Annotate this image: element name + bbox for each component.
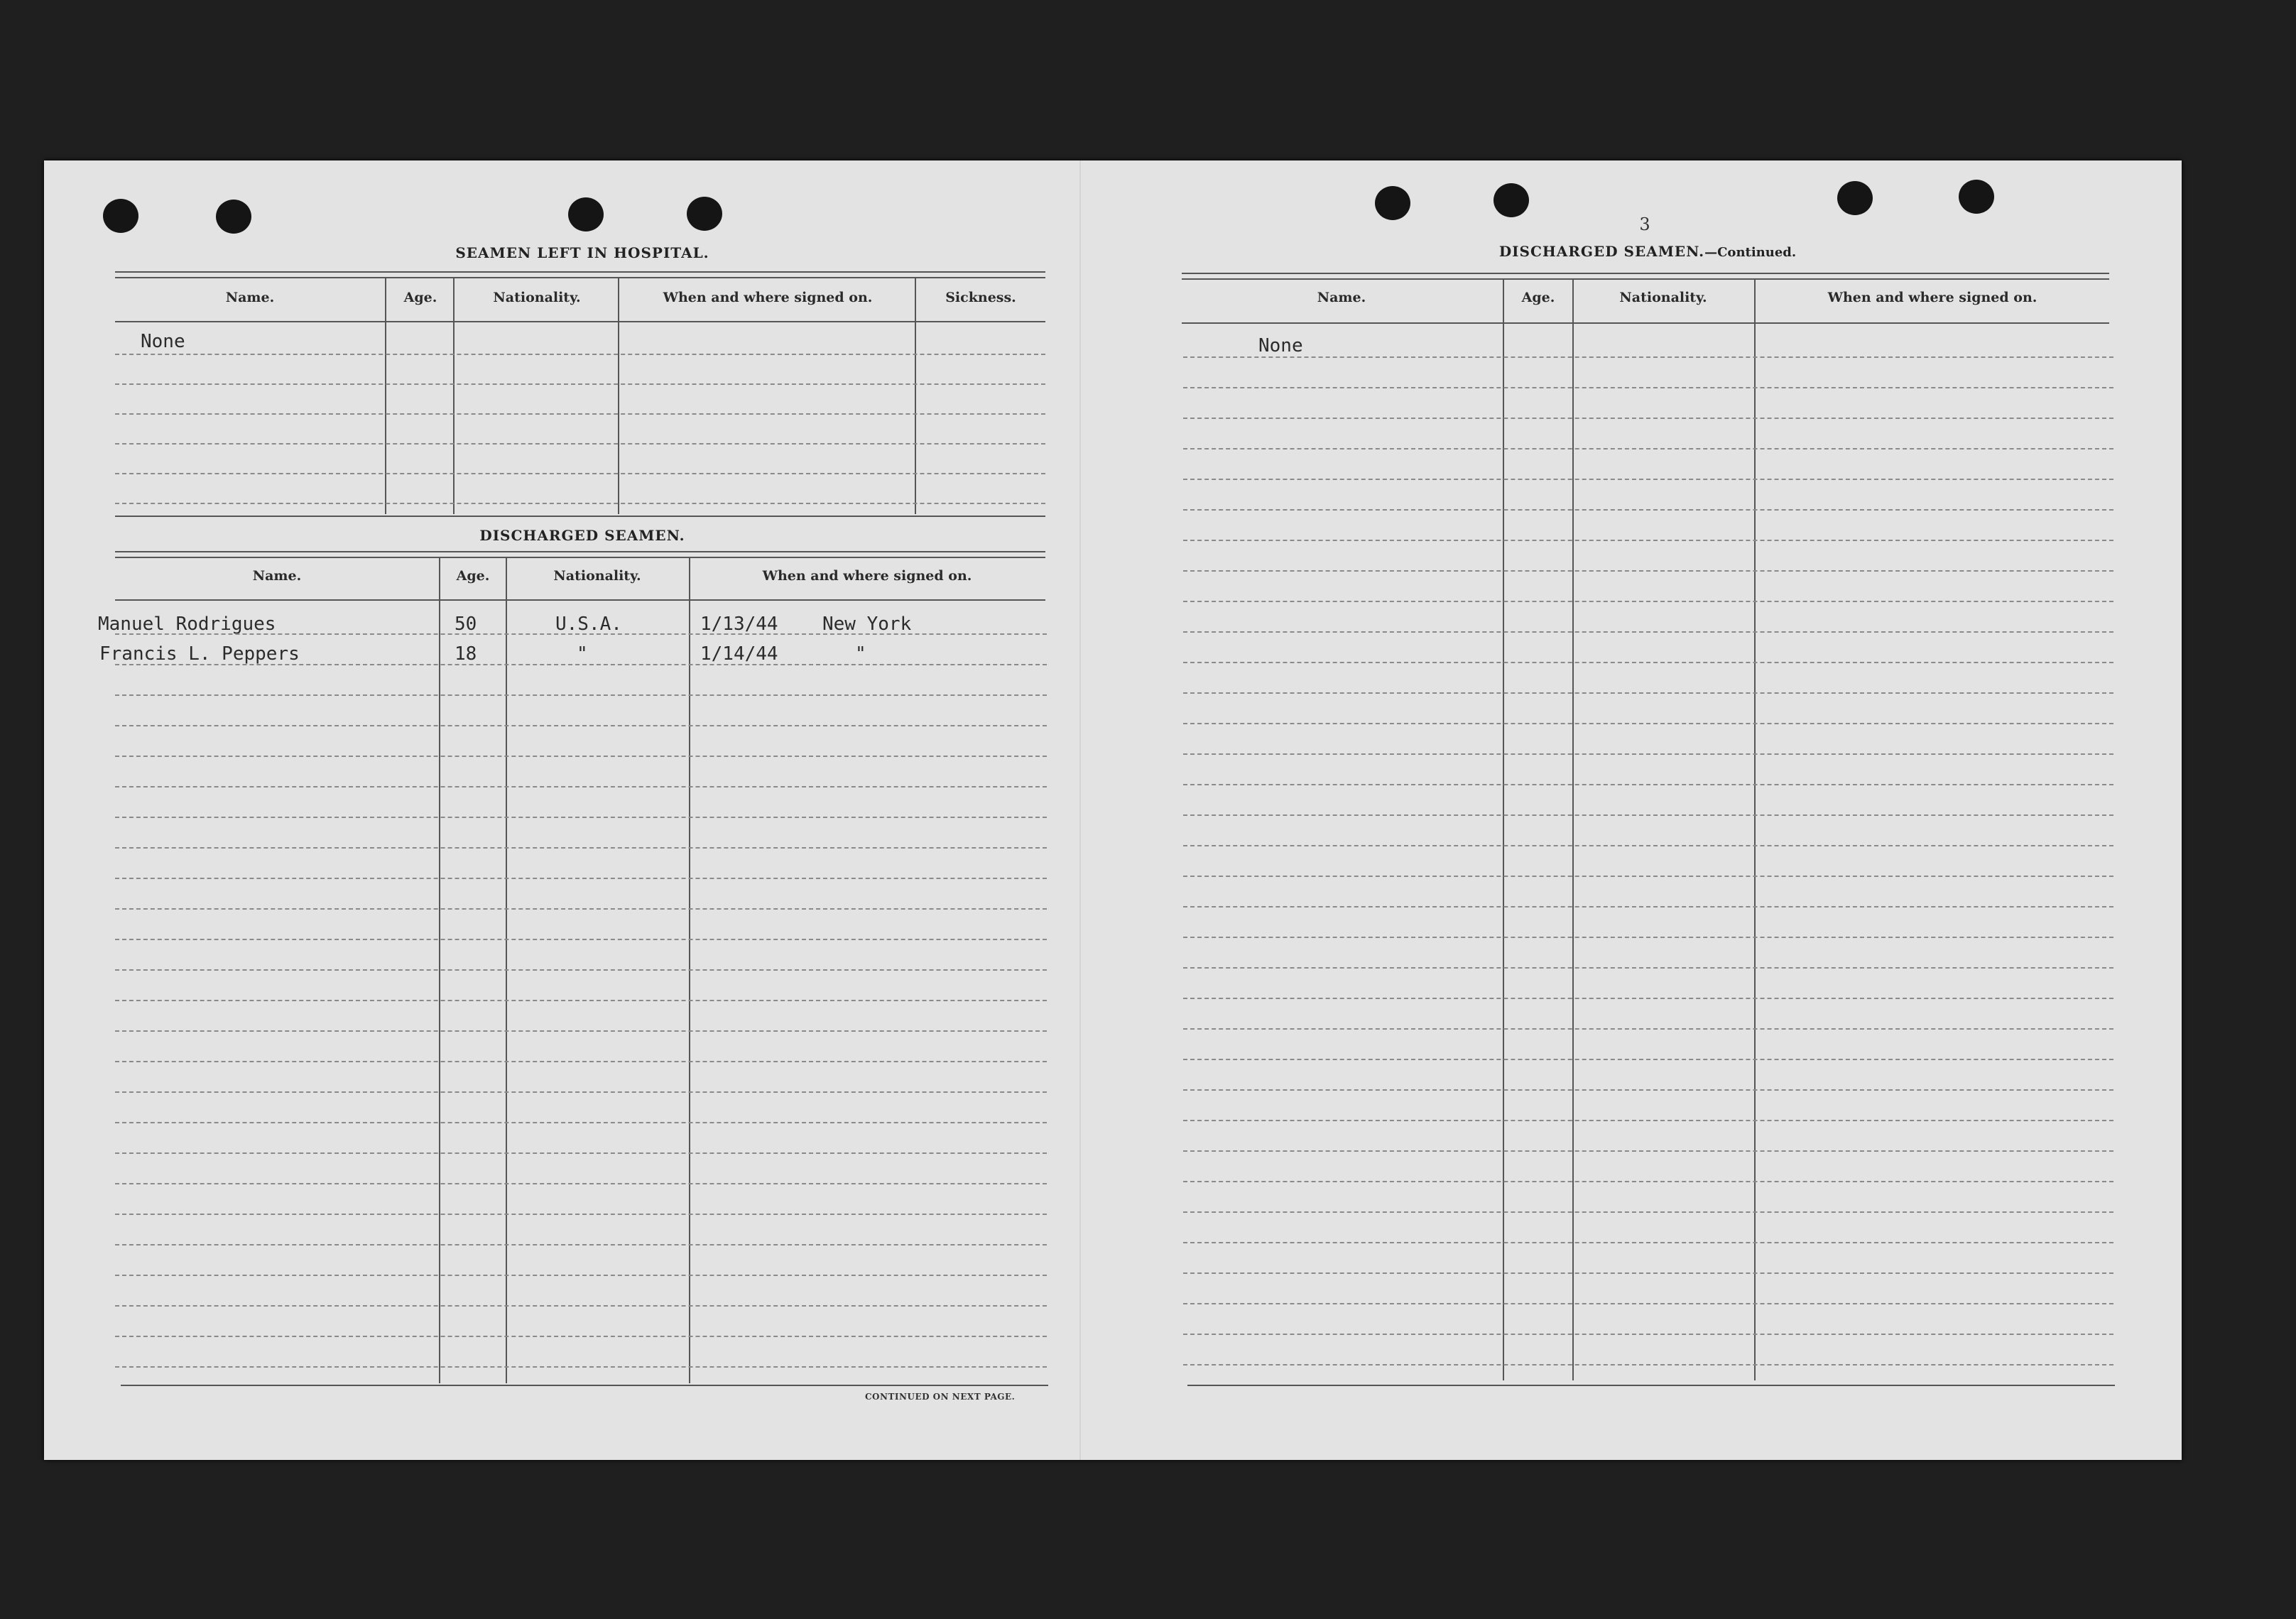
ruled-line — [115, 694, 1047, 696]
right-header-nationality: Nationality. — [1619, 290, 1707, 305]
ruled-line — [1183, 1242, 2113, 1243]
ruled-line — [1183, 814, 2113, 816]
ruled-line — [1183, 387, 2113, 388]
hospital-col-divider — [453, 278, 455, 514]
right-top-rule — [1182, 273, 2109, 280]
ruled-line — [1183, 662, 2113, 663]
discharged-header-nationality: Nationality. — [553, 568, 641, 584]
discharged-header-rule — [115, 599, 1045, 601]
right-header-signed-on: When and where signed on. — [1827, 290, 2037, 305]
continued-note: CONTINUED ON NEXT PAGE. — [865, 1392, 1016, 1402]
ruled-line — [1183, 1150, 2113, 1152]
ruled-line — [115, 1091, 1047, 1093]
hospital-col-divider — [385, 278, 386, 514]
hospital-header-nationality: Nationality. — [493, 290, 581, 305]
discharged-row-age: 18 — [455, 643, 477, 665]
discharged-row-name: Francis L. Peppers — [99, 643, 300, 665]
ruled-line — [115, 817, 1047, 818]
ruled-line — [115, 1000, 1047, 1001]
ruled-line — [1183, 845, 2113, 846]
discharged-top-rule — [115, 551, 1045, 558]
discharged-row-age: 50 — [455, 614, 477, 635]
ruled-line — [1183, 448, 2113, 449]
discharged-bottom-rule — [121, 1385, 1048, 1386]
ruled-line — [1183, 692, 2113, 694]
ruled-line — [1183, 1211, 2113, 1213]
ruled-line — [1183, 479, 2113, 480]
hospital-header-name: Name. — [225, 290, 275, 305]
ruled-line — [115, 383, 1045, 385]
ruled-line — [1183, 1028, 2113, 1030]
ruled-line — [115, 473, 1045, 474]
ruled-line — [115, 1122, 1047, 1123]
punch-hole — [1959, 180, 1994, 214]
ruled-line — [1183, 937, 2113, 938]
ruled-line — [115, 1030, 1047, 1032]
discharged-section-title: DISCHARGED SEAMEN. — [479, 527, 685, 544]
ruled-line — [115, 1214, 1047, 1215]
ruled-line — [1183, 753, 2113, 755]
right-header-rule — [1182, 322, 2109, 324]
ruled-line — [115, 354, 1045, 355]
ruled-line — [1183, 601, 2113, 602]
punch-hole — [216, 200, 251, 234]
ruled-line — [1183, 1364, 2113, 1365]
ruled-line — [1183, 998, 2113, 999]
ruled-line — [115, 443, 1045, 445]
discharged-row-place: New York — [822, 614, 912, 635]
ruled-line — [115, 847, 1047, 849]
discharged-row-place: " — [855, 643, 866, 665]
ruled-line — [1183, 1120, 2113, 1121]
ruled-line — [1183, 418, 2113, 419]
document-sheet — [44, 160, 2182, 1460]
ruled-line — [1183, 876, 2113, 877]
hospital-entry-name: None — [141, 331, 185, 352]
ruled-line — [115, 908, 1047, 910]
right-header-name: Name. — [1317, 290, 1366, 305]
discharged-header-age: Age. — [456, 568, 490, 584]
ruled-line — [1183, 967, 2113, 969]
punch-hole — [687, 197, 722, 231]
hospital-header-sickness: Sickness. — [945, 290, 1016, 305]
ruled-line — [1183, 1181, 2113, 1182]
ruled-line — [1183, 356, 2113, 358]
ruled-line — [115, 939, 1047, 940]
ruled-line — [115, 969, 1047, 971]
right-col-divider — [1754, 280, 1756, 1380]
discharged-header-signed-on: When and where signed on. — [762, 568, 972, 584]
ruled-line — [1183, 631, 2113, 633]
discharged-row-date: 1/13/44 — [700, 614, 778, 635]
ruled-line — [1183, 509, 2113, 511]
ruled-line — [115, 1152, 1047, 1154]
right-col-divider — [1503, 280, 1504, 1380]
right-title-continued: —Continued. — [1704, 245, 1797, 260]
ruled-line — [1183, 570, 2113, 572]
ruled-line — [115, 1061, 1047, 1062]
ruled-line — [115, 633, 1047, 635]
ruled-line — [1183, 540, 2113, 541]
discharged-row-nationality: U.S.A. — [555, 614, 622, 635]
ruled-line — [1183, 1272, 2113, 1274]
ruled-line — [1183, 723, 2113, 724]
discharged-row-name: Manuel Rodrigues — [98, 614, 276, 635]
hospital-col-divider — [618, 278, 619, 514]
page-number: 3 — [1639, 214, 1650, 234]
page-fold — [1079, 160, 1081, 1460]
discharged-row-date: 1/14/44 — [700, 643, 778, 665]
punch-hole — [103, 199, 138, 233]
right-entry-name: None — [1258, 335, 1303, 356]
ruled-line — [115, 1305, 1047, 1307]
ruled-line — [1183, 1334, 2113, 1335]
ruled-line — [1183, 1089, 2113, 1091]
hospital-header-rule — [115, 321, 1045, 322]
hospital-col-divider — [915, 278, 916, 514]
discharged-col-divider — [689, 558, 690, 1383]
ruled-line — [1183, 906, 2113, 907]
punch-hole — [1494, 183, 1529, 217]
right-header-age: Age. — [1521, 290, 1555, 305]
ruled-line — [115, 725, 1047, 726]
hospital-bottom-rule — [115, 516, 1045, 517]
ruled-line — [115, 786, 1047, 787]
ruled-line — [115, 664, 1047, 665]
discharged-header-name: Name. — [252, 568, 302, 584]
right-title-main: DISCHARGED SEAMEN. — [1498, 243, 1705, 260]
ruled-line — [115, 1336, 1047, 1337]
hospital-top-rule — [115, 271, 1045, 278]
discharged-row-nationality: " — [577, 643, 588, 665]
right-col-divider — [1572, 280, 1574, 1380]
discharged-col-divider — [506, 558, 507, 1383]
ruled-line — [115, 878, 1047, 879]
hospital-header-signed-on: When and where signed on. — [663, 290, 873, 305]
punch-hole — [1837, 181, 1873, 215]
ruled-line — [115, 1244, 1047, 1245]
ruled-line — [115, 413, 1045, 415]
ruled-line — [115, 503, 1045, 504]
right-bottom-rule — [1187, 1385, 2115, 1386]
punch-hole — [1375, 186, 1410, 220]
ruled-line — [1183, 1059, 2113, 1060]
punch-hole — [568, 197, 604, 231]
hospital-section-title: SEAMEN LEFT IN HOSPITAL. — [455, 244, 709, 261]
ruled-line — [1183, 1303, 2113, 1304]
ruled-line — [115, 1275, 1047, 1276]
ruled-line — [115, 1183, 1047, 1184]
right-section-title — [1392, 243, 1903, 260]
ruled-line — [115, 756, 1047, 757]
ruled-line — [1183, 784, 2113, 785]
ruled-line — [115, 1366, 1047, 1368]
discharged-col-divider — [439, 558, 440, 1383]
hospital-header-age: Age. — [403, 290, 437, 305]
